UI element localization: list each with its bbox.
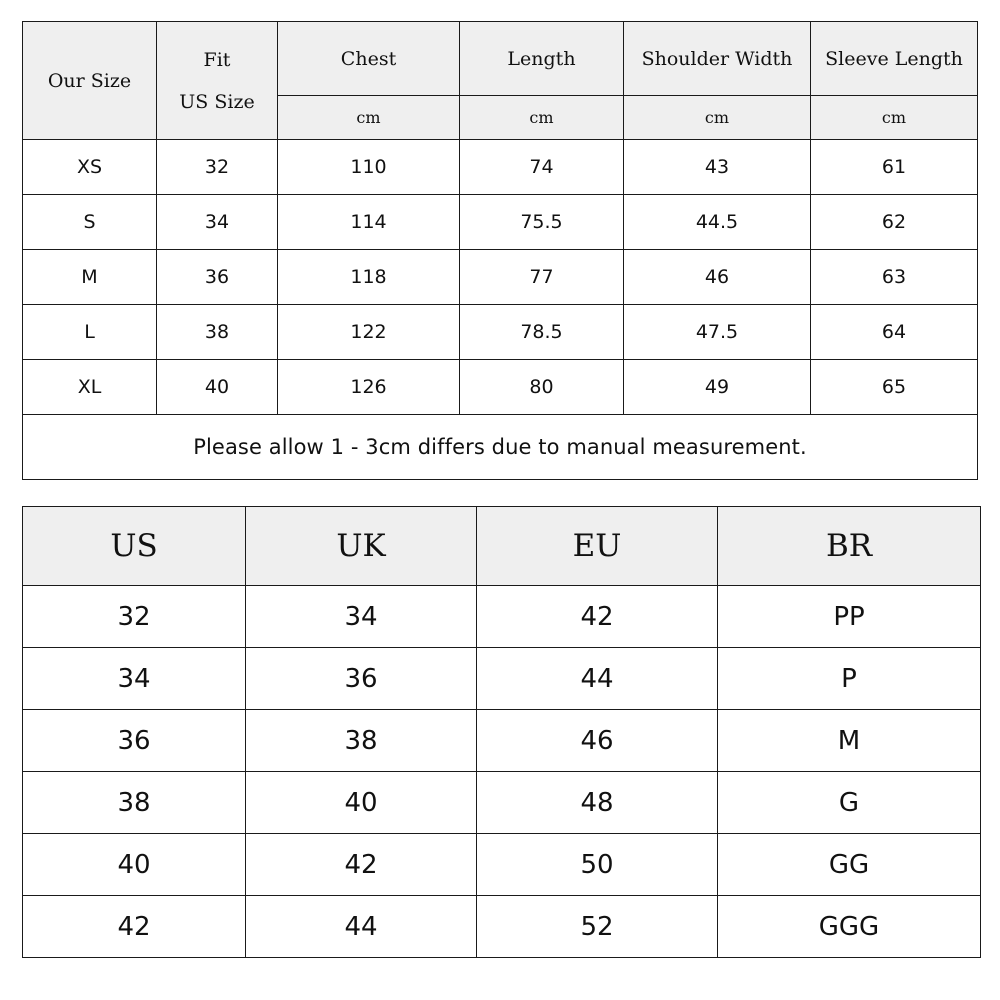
cell-sleeve: 61	[811, 140, 978, 195]
cell-eu: 50	[477, 834, 718, 896]
cell-eu: 48	[477, 772, 718, 834]
measurement-table	[22, 21, 978, 480]
header-uk: UK	[246, 507, 477, 586]
header-us: US	[23, 507, 246, 586]
cell-eu: 44	[477, 648, 718, 710]
cell-length: 74	[460, 140, 624, 195]
cell-sleeve: 64	[811, 305, 978, 360]
header-shoulder-width: Shoulder Width	[624, 22, 811, 96]
cell-length: 75.5	[460, 195, 624, 250]
cell-eu: 46	[477, 710, 718, 772]
cell-br: M	[718, 710, 981, 772]
cell-br: GG	[718, 834, 981, 896]
cell-us-size: 32	[157, 140, 278, 195]
cell-size: M	[23, 250, 157, 305]
unit-shoulder-width: cm	[624, 96, 811, 140]
table-row	[23, 772, 981, 834]
cell-us-size: 40	[157, 360, 278, 415]
header-sleeve-length: Sleeve Length	[811, 22, 978, 96]
cell-us-size: 38	[157, 305, 278, 360]
cell-length: 77	[460, 250, 624, 305]
cell-size: L	[23, 305, 157, 360]
cell-uk: 42	[246, 834, 477, 896]
header-fit-us-size	[157, 22, 278, 140]
header-chest: Chest	[278, 22, 460, 96]
cell-length: 78.5	[460, 305, 624, 360]
measurement-note: Please allow 1 - 3cm differs due to manual measurement.	[23, 415, 978, 480]
table-row	[23, 140, 978, 195]
cell-chest: 126	[278, 360, 460, 415]
cell-us: 42	[23, 896, 246, 958]
size-conversion-table	[22, 506, 981, 958]
cell-chest: 114	[278, 195, 460, 250]
cell-sleeve: 62	[811, 195, 978, 250]
cell-eu: 42	[477, 586, 718, 648]
cell-size: S	[23, 195, 157, 250]
cell-shoulder: 46	[624, 250, 811, 305]
cell-length: 80	[460, 360, 624, 415]
header-br: BR	[718, 507, 981, 586]
header-fit-line1: Fit	[203, 48, 231, 71]
table-row	[23, 586, 981, 648]
unit-chest: cm	[278, 96, 460, 140]
table-row	[23, 710, 981, 772]
cell-uk: 38	[246, 710, 477, 772]
table-row	[23, 360, 978, 415]
cell-uk: 36	[246, 648, 477, 710]
cell-sleeve: 63	[811, 250, 978, 305]
header-eu: EU	[477, 507, 718, 586]
cell-us-size: 34	[157, 195, 278, 250]
table-row	[23, 896, 981, 958]
cell-shoulder: 49	[624, 360, 811, 415]
cell-us-size: 36	[157, 250, 278, 305]
cell-chest: 122	[278, 305, 460, 360]
unit-length: cm	[460, 96, 624, 140]
cell-us: 32	[23, 586, 246, 648]
header-fit-line2: US Size	[179, 90, 255, 113]
table-row	[23, 305, 978, 360]
cell-shoulder: 43	[624, 140, 811, 195]
header-our-size: Our Size	[23, 22, 157, 140]
cell-uk: 44	[246, 896, 477, 958]
table-row	[23, 195, 978, 250]
cell-br: GGG	[718, 896, 981, 958]
table-row	[23, 648, 981, 710]
cell-chest: 110	[278, 140, 460, 195]
header-length: Length	[460, 22, 624, 96]
cell-chest: 118	[278, 250, 460, 305]
cell-size: XL	[23, 360, 157, 415]
cell-uk: 40	[246, 772, 477, 834]
cell-us: 36	[23, 710, 246, 772]
cell-br: G	[718, 772, 981, 834]
table-row	[23, 250, 978, 305]
unit-sleeve-length: cm	[811, 96, 978, 140]
cell-uk: 34	[246, 586, 477, 648]
table-row	[23, 834, 981, 896]
cell-br: P	[718, 648, 981, 710]
cell-size: XS	[23, 140, 157, 195]
cell-eu: 52	[477, 896, 718, 958]
cell-sleeve: 65	[811, 360, 978, 415]
cell-us: 40	[23, 834, 246, 896]
cell-shoulder: 44.5	[624, 195, 811, 250]
cell-us: 34	[23, 648, 246, 710]
cell-shoulder: 47.5	[624, 305, 811, 360]
cell-br: PP	[718, 586, 981, 648]
cell-us: 38	[23, 772, 246, 834]
